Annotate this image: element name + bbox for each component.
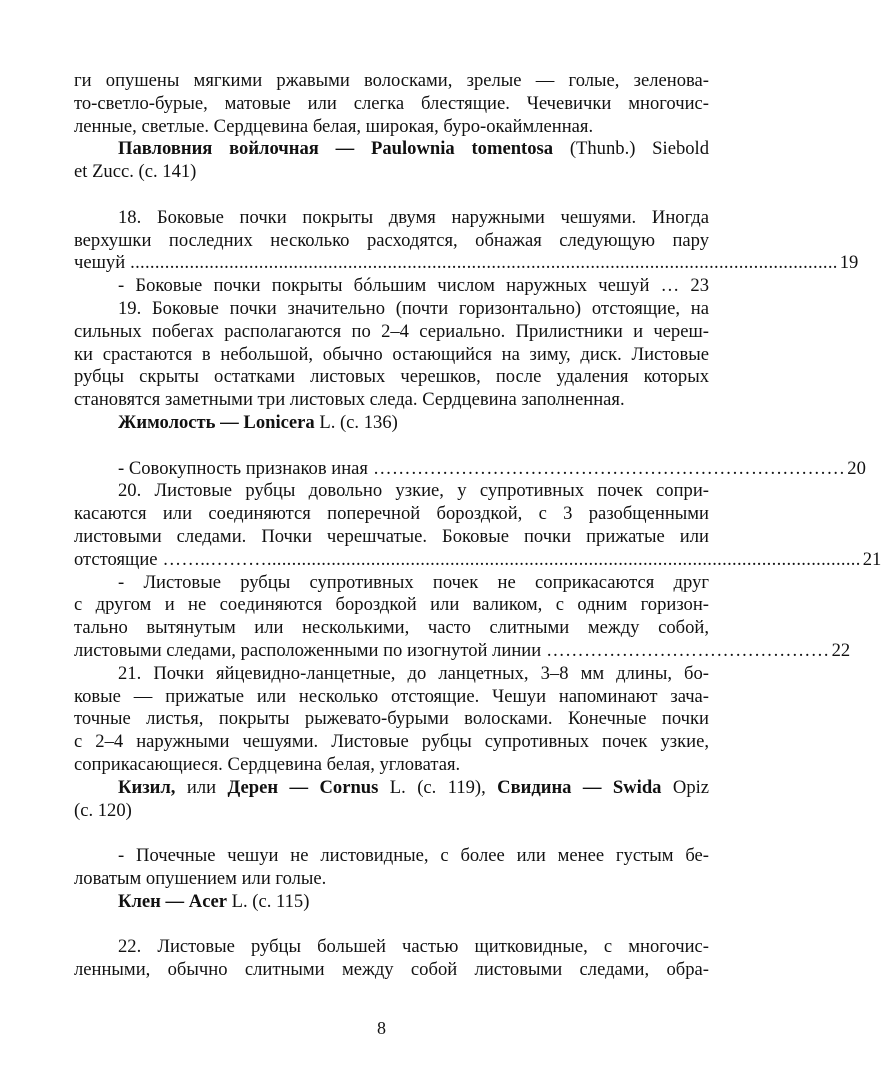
- key-19: 19. Боковые почки значительно (почти горизонтально) отстоящие, на: [118, 297, 709, 319]
- key-18-leader: [74, 252, 859, 275]
- key-ref: 20: [847, 457, 866, 479]
- spacer: [74, 435, 709, 458]
- taxon-author: L. (с. 115): [226, 890, 310, 912]
- taxon-paulownia: [74, 138, 709, 161]
- taxon-name-ru: Жимолость: [118, 411, 216, 433]
- taxon-dash: —: [215, 411, 244, 433]
- text-line: то-светло-бурые, матовые или слегка блестящие. Чечевички многочис-: [74, 92, 709, 114]
- page-number: 8: [377, 1018, 386, 1038]
- taxon-name-lat: Swida: [612, 776, 662, 798]
- key-20-alt: с другом и не соединяются бороздкой или валиком, с одним горизон-: [74, 594, 709, 616]
- taxon-cornus: [74, 777, 709, 800]
- text-line: ленные, светлые. Сердцевина белая, широкая, буро-окаймленная.: [74, 115, 594, 137]
- taxon-name-ru: Дерен: [227, 776, 279, 798]
- taxon-dash: —: [571, 776, 613, 798]
- key-ref: 21: [862, 548, 881, 570]
- taxon-name-ru: Павловния войлочная: [118, 138, 319, 160]
- key-20: листовыми следами. Почки черешчатые. Боковые почки прижатые или: [74, 525, 709, 547]
- leader-dots: …………………………………………………………………: [368, 457, 846, 479]
- key-19: ки срастаются в небольшой, обычно остающийся на зиму, диск. Листовые: [74, 343, 709, 365]
- taxon-author-cont: et Zucc. (с. 141): [74, 161, 197, 183]
- leader-dots: ………………………………………: [541, 639, 830, 661]
- taxon-author: L. (с. 136): [314, 411, 398, 433]
- text-line: ги опушены мягкими ржавыми волосками, зрелые — голые, зеленова-: [74, 70, 709, 91]
- key-21: соприкасающиеся. Сердцевина белая, угловатая.: [74, 753, 461, 775]
- leader-text: чешуй: [74, 252, 126, 274]
- taxon-dash: —: [318, 138, 371, 160]
- leader-dots: ...............................................................................................................................................: [125, 252, 838, 274]
- key-ref: 19: [839, 252, 859, 274]
- taxon-name-lat: Lonicera: [243, 411, 315, 433]
- key-21: с 2–4 наружными чешуями. Листовые рубцы супротивных почек узкие,: [74, 731, 709, 753]
- taxon-author: Opiz: [661, 776, 710, 798]
- key-20-alt: - Листовые рубцы супротивных почек не соприкасаются друг: [118, 571, 709, 593]
- taxon-name-ru: Свидина: [497, 776, 572, 798]
- leader-text: отстоящие: [74, 548, 158, 570]
- key-ref: 22: [831, 639, 851, 661]
- key-20-leader: [74, 548, 881, 572]
- taxon-author: L. (с. 119),: [378, 776, 498, 798]
- taxon-author: (Thunb.) Siebold: [553, 138, 709, 160]
- key-22: ленными, обычно слитными между собой листовыми следами, обра-: [74, 959, 709, 981]
- key-21: ковые — прижатые или несколько отстоящие. Чешуи напоминают зача-: [74, 685, 709, 707]
- key-19-alt: [74, 457, 866, 481]
- taxon-name-ru: Кизил,: [118, 776, 176, 798]
- key-20: 20. Листовые рубцы довольно узкие, у супротивных почек сопри-: [118, 480, 709, 502]
- key-19: рубцы скрыты остатками листовых черешков, после удаления которых: [74, 366, 709, 388]
- taxon-name-ru: Клен: [118, 890, 161, 912]
- key-20-alt: тально вытянутым или несколькими, часто слитными между собой,: [74, 617, 709, 639]
- page-body: [74, 70, 881, 982]
- taxon-lonicera: [74, 412, 709, 435]
- taxon-name-lat: Acer: [188, 890, 227, 912]
- key-20-alt-leader: [74, 639, 851, 663]
- key-19: сильных побегах располагаются по 2–4 сериально. Прилистники и череш-: [74, 320, 709, 342]
- taxon-dash: —: [278, 776, 320, 798]
- key-21-alt: - Почечные чешуи не листовидные, с более или менее густым бе-: [118, 845, 709, 867]
- taxon-dash: —: [160, 890, 189, 912]
- key-19: становятся заметными три листовых следа. Сердцевина заполненная.: [74, 389, 625, 411]
- key-21-alt: ловатым опушением или голые.: [74, 867, 327, 889]
- key-20: касаются или соединяются поперечной бороздкой, с 3 разобщенными: [74, 503, 709, 525]
- key-18-alt: - Боковые почки покрыты бóльшим числом наружных чешуй … 23: [118, 275, 709, 297]
- key-18: верхушки последних несколько расходятся, обнажая следующую пару: [74, 229, 709, 251]
- taxon-or: или: [175, 776, 228, 798]
- key-21: точные листья, покрыты рыжевато-бурыми волосками. Конечные почки: [74, 708, 709, 730]
- taxon-page-ref: (с. 120): [74, 799, 132, 821]
- leader-text: - Совокупность признаков иная: [118, 457, 368, 479]
- spacer: [74, 822, 709, 845]
- spacer: [74, 184, 709, 207]
- taxon-name-lat: Cornus: [319, 776, 379, 798]
- taxon-name-lat: Paulownia tomentosa: [371, 138, 554, 160]
- leader-text: листовыми следами, расположенными по изогнутой линии: [74, 639, 542, 661]
- key-18: 18. Боковые почки покрыты двумя наружными чешуями. Иногда: [118, 206, 709, 228]
- taxon-acer: [74, 891, 709, 914]
- key-21: 21. Почки яйцевидно-ланцетные, до ланцетных, 3–8 мм длины, бо-: [118, 662, 709, 684]
- key-22: 22. Листовые рубцы большей частью щитковидные, с многочис-: [118, 936, 709, 958]
- leader-dots: ……..………........................................................................................................................: [157, 548, 861, 570]
- spacer: [74, 913, 709, 936]
